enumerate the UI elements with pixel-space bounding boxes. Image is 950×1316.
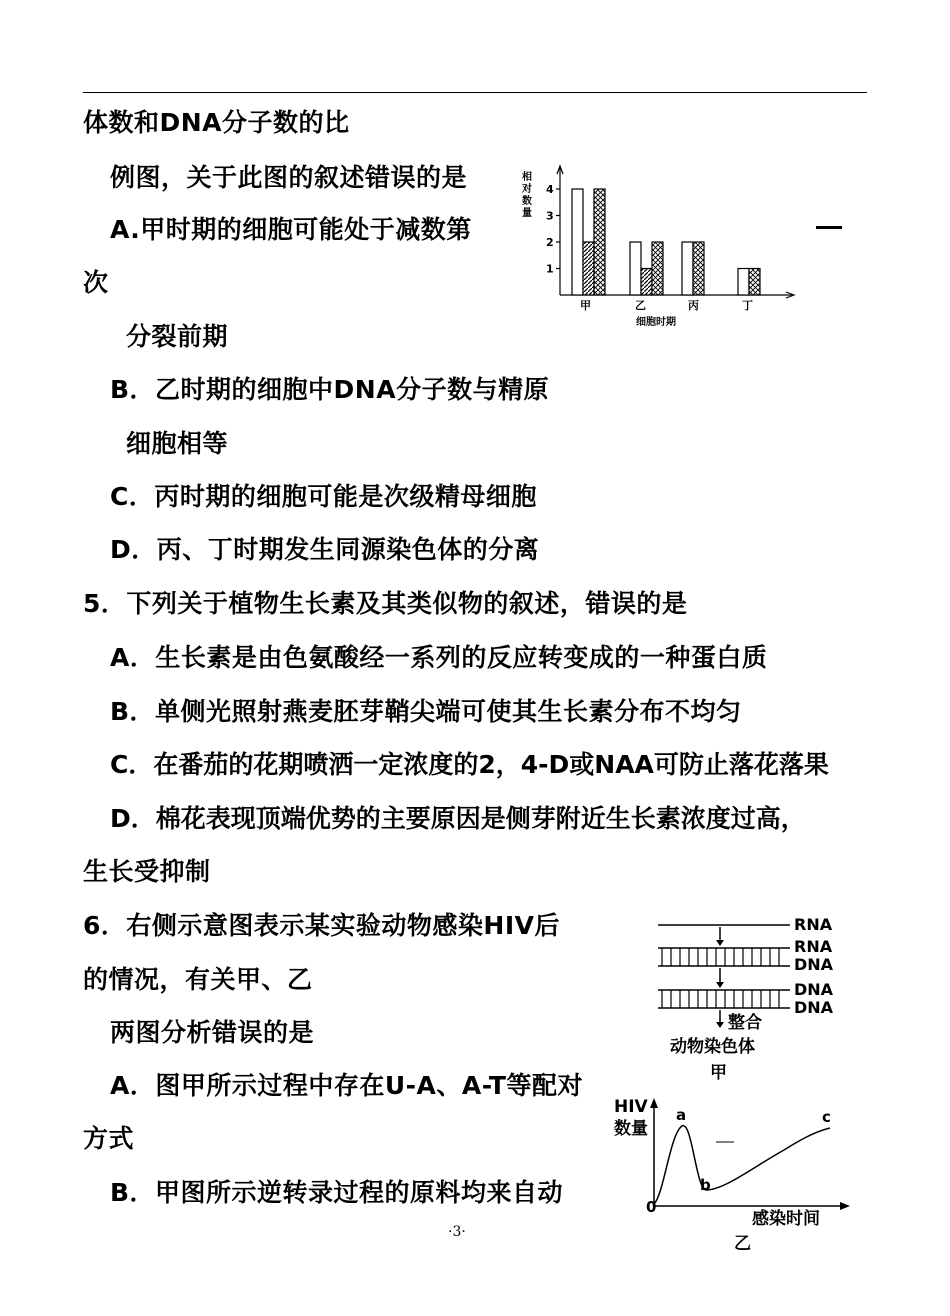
header-rule	[83, 92, 867, 93]
y-axis-label-char: 数	[522, 196, 532, 207]
text-line: 例图，关于此图的叙述错误的是	[110, 163, 468, 192]
category-label: 甲	[580, 299, 591, 312]
bar-white	[572, 189, 583, 295]
figure-caption: 甲	[710, 1063, 727, 1083]
option-b: B．乙时期的细胞中DNA分子数与精原	[110, 375, 550, 404]
text-line: 的情况，有关甲、乙	[83, 965, 313, 994]
point-c-label: c	[822, 1108, 831, 1126]
bar-hatched	[583, 242, 594, 295]
question-5: 5．下列关于植物生长素及其类似物的叙述，错误的是	[83, 589, 688, 618]
y-tick-label: 3	[546, 209, 554, 223]
strand-label: DNA	[794, 955, 834, 974]
y-tick-label: 1	[546, 262, 554, 276]
option-a: A．生长素是由色氨酸经一系列的反应转变成的一种蛋白质	[110, 643, 768, 672]
question-6: 6．右侧示意图表示某实验动物感染HIV后	[83, 911, 560, 940]
bar-chart	[508, 160, 808, 335]
y-axis-label: 数量	[614, 1119, 648, 1139]
category-label: 丁	[742, 299, 753, 312]
origin-label: 0	[646, 1198, 657, 1216]
strand-label: RNA	[794, 915, 833, 934]
hiv-curve-figure	[612, 1094, 852, 1254]
text-line: 两图分析错误的是	[110, 1018, 315, 1047]
strand-label: RNA	[794, 937, 833, 956]
option-c: C．在番茄的花期喷洒一定浓度的2，4-D或NAA可防止落花落果	[110, 750, 829, 779]
text-line: 体数和DNA分子数的比	[83, 108, 350, 137]
reverse-transcription-diagram	[648, 908, 858, 1088]
text-line: 次	[83, 268, 109, 297]
x-axis-label: 感染时间	[752, 1209, 820, 1229]
option-b: B．单侧光照射燕麦胚芽鞘尖端可使其生长素分布不均匀	[110, 697, 742, 726]
y-axis-label: HIV	[614, 1097, 648, 1117]
y-axis-label-char: 对	[522, 184, 532, 195]
point-a-label: a	[676, 1106, 687, 1124]
y-axis-label-char: 量	[522, 208, 532, 219]
strand-label: DNA	[794, 998, 834, 1017]
y-tick-label: 2	[546, 236, 554, 249]
option-d: D．棉花表现顶端优势的主要原因是侧芽附近生长素浓度过高，	[110, 804, 806, 833]
bar-white	[738, 269, 749, 296]
bar-hatched	[641, 269, 652, 296]
bar-crosshatch	[749, 269, 760, 296]
trailing-dash	[816, 226, 842, 229]
option-a: A．图甲所示过程中存在U-A、A-T等配对	[110, 1071, 583, 1100]
text-line: 分裂前期	[126, 322, 229, 351]
option-b: B．甲图所示逆转录过程的原料均来自动	[110, 1178, 564, 1207]
x-axis-label: 细胞时期	[636, 317, 676, 328]
point-b-label: b	[700, 1176, 711, 1194]
category-label: 丙	[688, 299, 699, 312]
y-tick-label: 4	[546, 183, 554, 196]
chromosome-label: 动物染色体	[670, 1037, 755, 1057]
strand-label: DNA	[794, 980, 834, 999]
category-label: 乙	[635, 299, 646, 312]
integration-label: 整合	[728, 1013, 762, 1033]
y-axis-label-char: 相	[522, 172, 532, 183]
figure-caption: 乙	[734, 1234, 751, 1254]
option-d: D．丙、丁时期发生同源染色体的分离	[110, 535, 540, 564]
bar-crosshatch	[652, 242, 663, 295]
text-line: A.甲时期的细胞可能处于减数第	[110, 215, 472, 244]
text-line: 细胞相等	[126, 429, 229, 458]
bar-white	[630, 242, 641, 295]
page-number: ·3·	[448, 1224, 466, 1240]
text-line: 方式	[83, 1124, 135, 1153]
bar-crosshatch	[693, 242, 704, 295]
option-c: C．丙时期的细胞可能是次级精母细胞	[110, 482, 537, 511]
bar-white	[682, 242, 693, 295]
text-line: 生长受抑制	[83, 857, 211, 886]
bar-crosshatch	[594, 189, 605, 295]
